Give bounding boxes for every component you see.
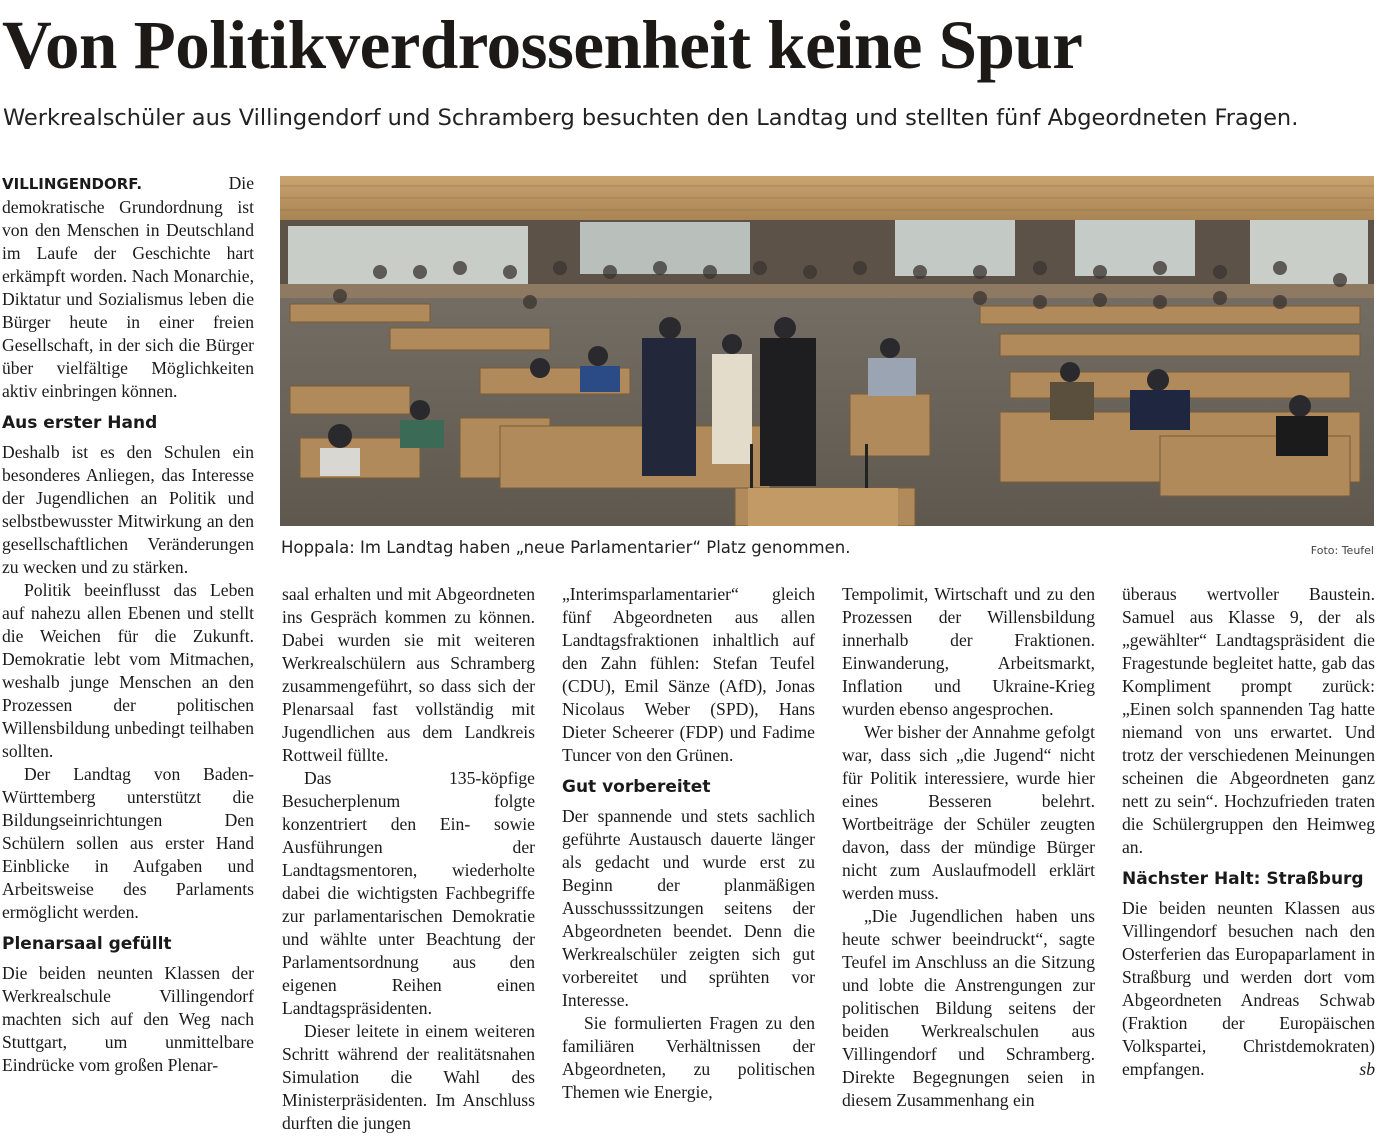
paragraph: saal erhalten und mit Abgeordneten ins Gespräch kommen zu können. Dabei wurden sie mit weiteren Werkrealschülern aus Schramberg zusammengeführt, so dass sich der Plenarsaal fast vollständig mit Jugendlichen aus dem Landkreis Rottweil füllte. — [282, 584, 535, 765]
subheading: Aus erster Hand — [2, 413, 158, 433]
paragraph: Dieser leitete in einem weiteren Schritt während der realitätsnahen Simulation die Wahl des Ministerpräsidenten. Im Anschluss durften die jungen — [282, 1021, 535, 1133]
subheading: Plenarsaal gefüllt — [2, 934, 172, 954]
column-2 — [282, 583, 535, 1135]
photo-credit: Foto: Teufel — [1310, 544, 1374, 557]
dateline: VILLINGENDORF. — [2, 175, 143, 193]
paragraph: überaus wertvoller Baustein. Samuel aus Klasse 9, der als „gewählter“ Landtagspräsident die Fragestunde begleitet hatte, gab das Kompliment prompt zurück: „Einen solch spannenden Tag hatte niemand von uns erwartet. Und trotz der verschiedenen Meinungen scheinen die Abgeordneten ganz nett zu sein“. Hochzufrieden traten die Schülergruppen den Heimweg an. — [1122, 584, 1375, 857]
paragraph: Tempolimit, Wirtschaft und zu den Prozessen der Willensbildung innerhalb der Fraktionen. Einwanderung, Arbeitsmarkt, Inflation und Ukraine-Krieg wurden ebenso angesprochen. — [842, 584, 1095, 719]
column-4 — [842, 583, 1095, 1112]
paragraph — [2, 172, 254, 403]
paragraph: Der spannende und stets sachlich geführte Austausch dauerte länger als gedacht und wurde erst zu Beginn der planmäßigen Ausschusssitzungen seitens der Abgeordneten beendet. Denn die Werkrealschüler zeigten sich gut vorbereitet und sprühten vor Interesse. — [562, 806, 815, 1010]
subheading: Nächster Halt: Straßburg — [1122, 869, 1364, 889]
photo-caption: Hoppala: Im Landtag haben „neue Parlamentarier“ Platz genommen. — [281, 538, 851, 557]
author-signature: sb — [1359, 1059, 1375, 1079]
paragraph-text: Die demokratische Grundordnung ist von den Menschen in Deutschland im Laufe der Geschichte hart erkämpft worden. Nach Monarchie, Diktatur und Sozialismus leben die Bürger heute in einer freien Gesellschaft, in der sich die Bürger über vielfältige Möglichkeiten aktiv einbringen können. — [2, 173, 254, 401]
paragraph — [1122, 897, 1375, 1081]
subheading: Gut vorbereitet — [562, 777, 711, 797]
article-photo — [280, 176, 1374, 526]
paragraph: Wer bisher der Annahme gefolgt war, dass sich „die Jugend“ nicht für Politik interessiere, wurde hier eines Besseren belehrt. Wortbeiträge der Schüler zeugten davon, dass der mündige Bürger nicht zum Auslaufmodell erklärt werden muss. — [842, 722, 1095, 903]
paragraph: Das 135-köpfige Besucherplenum folgte konzentriert den Ein- sowie Ausführungen der Landtagsmentoren, wiederholte dabei die wichtigsten Fachbegriffe zur parlamentarischen Demokratie und wählte unter Beachtung der Parlamentsordnung aus den eigenen Reihen einen Landtagspräsidenten. — [282, 768, 535, 1018]
paragraph: Der Landtag von Baden-Württemberg unterstützt die Bildungseinrichtungen Den Schülern sollen aus erster Hand Einblicke in Aufgaben und Arbeitsweise des Parlaments ermöglicht werden. — [2, 764, 254, 922]
paragraph: Sie formulierten Fragen zu den familiären Verhältnissen der Abgeordneten, zu politischen Themen wie Energie, — [562, 1013, 815, 1102]
headline: Von Politikverdrossenheit keine Spur — [2, 7, 1083, 83]
subheadline: Werkrealschüler aus Villingendorf und Schramberg besuchten den Landtag und stellten fünf Abgeordneten Fragen. — [3, 105, 1299, 131]
paragraph: „Die Jugendlichen haben uns heute schwer beeindruckt“, sagte Teufel im Anschluss an die Sitzung und lobte die Anstrengungen zur politischen Bildung seitens der beiden Werkrealschulen aus Villingendorf und Schramberg. Direkte Begegnungen seien in diesem Zusammenhang ein — [842, 906, 1095, 1110]
paragraph: Die beiden neunten Klassen der Werkrealschule Villingendorf machten sich auf den Weg nach Stuttgart, um unmittelbare Eindrücke vom großen Plenar- — [2, 963, 254, 1075]
paragraph: „Interimsparlamentarier“ gleich fünf Abgeordneten aus allen Landtagsfraktionen inhaltlich auf den Zahn fühlen: Stefan Teufel (CDU), Emil Sänze (AfD), Jonas Nicolaus Weber (SPD), Hans Dieter Scheerer (FDP) und Fadime Tuncer von den Grünen. — [562, 584, 815, 765]
plenary-hall-photo — [280, 176, 1374, 526]
paragraph-text: Die beiden neunten Klassen aus Villingendorf besuchen nach den Osterferien das Europaparlament in Straßburg und werden dort vom Abgeordneten Andreas Schwab (Fraktion der Europäischen Volkspartei, Christdemokraten) empfangen. — [1122, 898, 1375, 1079]
column-3 — [562, 583, 815, 1104]
paragraph: Politik beeinflusst das Leben auf nahezu allen Ebenen und stellt die Weichen für die Zukunft. Demokratie lebt vom Mitmachen, weshalb junge Menschen an den Prozessen der politischen Willensbildung unbedingt teilhaben sollten. — [2, 580, 254, 761]
column-1 — [2, 172, 254, 1077]
column-5 — [1122, 583, 1375, 1081]
paragraph: Deshalb ist es den Schulen ein besonderes Anliegen, das Interesse der Jugendlichen an Politik und selbstbewusster Mitwirkung an den gesellschaftlichen Veränderungen zu wecken und zu stärken. — [2, 442, 254, 577]
